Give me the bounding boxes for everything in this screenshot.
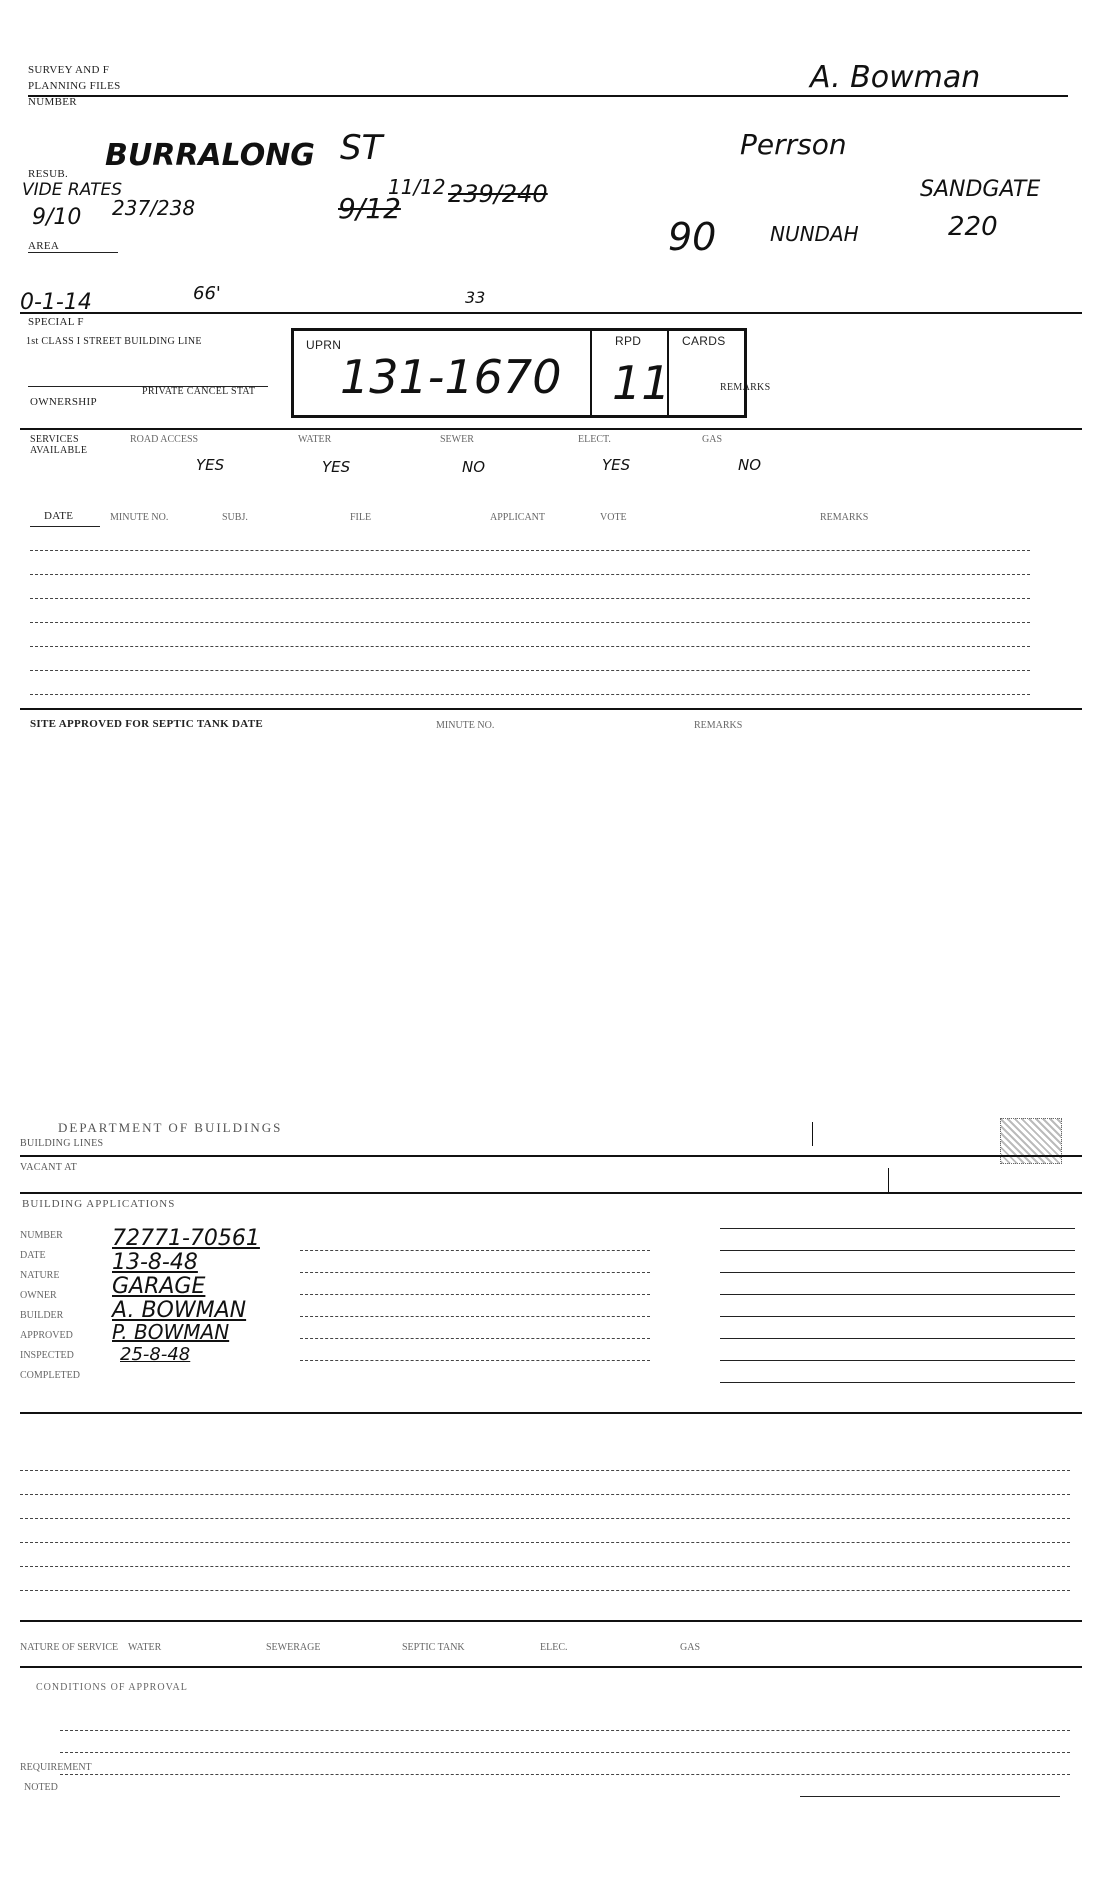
lots-crossed: 9/12 [338,192,401,225]
application-approved: 25-8-48 [120,1344,191,1365]
table-row-rule [30,550,1030,551]
uprn-label: UPRN [306,338,342,352]
street-type: ST [340,128,383,168]
services-value-elect: YES [602,456,631,474]
uprn-value: 131-1670 [340,350,562,404]
app-right-rule [720,1272,1075,1273]
header-rule [28,95,1068,97]
row-label-approved: APPROVED [20,1330,73,1341]
app-right-rule [720,1338,1075,1339]
services-header-gas: GAS [702,434,723,445]
rates-values: 237/238 [112,196,196,220]
table-row-rule [30,574,1030,575]
table-row-rule [30,622,1030,623]
lots-mid: 11/12 [388,175,446,199]
services-label: SERVICES AVAILABLE [30,434,88,456]
application-builder: P. BOWMAN [112,1320,230,1344]
app-col-rule [300,1338,650,1339]
services-header-elect: ELECT. [578,434,611,445]
number-label: NUMBER [28,96,77,108]
cards-label: CARDS [682,334,726,348]
lower-row-rule [60,1752,1070,1753]
date-label: DATE [44,510,74,522]
services-value-gas: NO [738,456,762,474]
requirement-label: REQUIREMENT [20,1762,92,1773]
mid-row-rule [20,1518,1070,1519]
rpd-value: 11 [612,356,671,410]
lower-header-rule [20,1155,1082,1157]
lower-row-rule [60,1774,1070,1775]
table-header-applicant: APPLICANT [490,512,546,523]
row-label-inspected: INSPECTED [20,1350,74,1361]
service-elec-label: ELEC. [540,1642,568,1653]
depth-value: 33 [465,288,486,307]
application-number: 72771-70561 [112,1226,260,1251]
mid-bottom-rule [20,1620,1082,1622]
lower-end-rule [800,1796,1060,1797]
vacant-label: VACANT AT [20,1162,78,1173]
vacant-rule [20,1192,1082,1194]
lower-row-rule [60,1730,1070,1731]
row-label-nature: NATURE [20,1270,60,1281]
mid-row-rule [20,1542,1070,1543]
lots-right: 239/240 [448,180,548,208]
service-nature-label: NATURE OF SERVICE [20,1642,119,1653]
resub-label: RESUB. [28,168,69,180]
table-bottom-rule [20,708,1082,710]
handwritten-owner-top: A. Bowman [810,60,981,95]
parish-name: Perrson [740,128,847,161]
services-value-water: YES [322,458,351,476]
application-date: 13-8-48 [112,1250,198,1275]
row-label-number: NUMBER [20,1230,63,1241]
lower-title: DEPARTMENT OF BUILDINGS [58,1120,283,1135]
area-bottom-rule [20,312,1082,314]
special-label: SPECIAL F [28,316,84,328]
app-col-rule [300,1272,650,1273]
app-col-rule [300,1316,650,1317]
service-gas-label: GAS [680,1642,701,1653]
service-water-label: WATER [128,1642,162,1653]
site-approved-label: SITE APPROVED FOR SEPTIC TANK DATE [30,718,263,730]
noted-label: NOTED [24,1782,58,1793]
town-name: SANDGATE [920,177,1041,202]
application-owner: A. BOWMAN [112,1298,247,1323]
services-value-road: YES [196,456,225,474]
remarks-small-label: REMARKS [720,382,771,393]
services-header-road: ROAD ACCESS [130,434,199,445]
services-top-rule [20,428,1082,430]
portion-number: 90 [668,215,717,259]
table-row-rule [30,670,1030,671]
area-value: 0-1-14 [20,290,92,315]
mid-row-rule [20,1494,1070,1495]
service-septic-label: SEPTIC TANK [402,1642,465,1653]
mid-row-rule [20,1590,1070,1591]
mid-row-rule [20,1470,1070,1471]
mid-row-rule [20,1566,1070,1567]
app-right-rule [720,1316,1075,1317]
tick-mark [812,1122,813,1146]
rpd-label: RPD [615,334,642,348]
area-rule [28,252,118,253]
app-right-rule [720,1228,1075,1229]
table-header-file: FILE [350,512,372,523]
street-name: BURRALONG [105,138,315,173]
uprn-divider [590,328,592,415]
app-col-rule [300,1294,650,1295]
table-header-remarks: REMARKS [820,512,869,523]
app-right-rule [720,1382,1075,1383]
county-name: NUNDAH [770,222,859,246]
minute-label: MINUTE NO. [436,720,495,731]
table-row-rule [30,694,1030,695]
section-number: 220 [948,212,998,242]
table-row-rule [30,646,1030,647]
ownership-label: OWNERSHIP [30,396,97,408]
app-right-rule [720,1250,1075,1251]
conditions-label: CONDITIONS OF APPROVAL [36,1682,188,1693]
row-label-completed: COMPLETED [20,1370,80,1381]
app-right-rule [720,1294,1075,1295]
application-nature: GARAGE [112,1274,206,1299]
area-label: AREA [28,240,60,252]
class-label: 1st CLASS I STREET BUILDING LINE [26,336,202,347]
survey-label: SURVEY AND F [28,64,110,76]
app-bottom-rule [20,1412,1082,1414]
table-header-minute: MINUTE NO. [110,512,169,523]
private-label: PRIVATE CANCEL STAT [142,386,256,397]
services-header-water: WATER [298,434,332,445]
service-sewerage-label: SEWERAGE [266,1642,321,1653]
table-header-vote: VOTE [600,512,627,523]
vide-rates-label: VIDE RATES [22,180,122,200]
remarks-label: REMARKS [694,720,743,731]
table-row-rule [30,526,100,527]
services-bottom-rule [20,1666,1082,1668]
app-right-rule [720,1360,1075,1361]
planning-label: PLANNING FILES [28,80,121,92]
row-label-builder: BUILDER [20,1310,64,1321]
app-col-rule [300,1360,650,1361]
lot-fraction: 9/10 [32,205,82,230]
frontage-value: 66' [193,283,221,304]
row-label-date: DATE [20,1250,46,1261]
lower-subtitle: BUILDING LINES [20,1138,104,1149]
stamp-mark [1000,1118,1062,1164]
app-col-rule [300,1250,650,1251]
services-value-sewer: NO [462,458,486,476]
table-row-rule [30,598,1030,599]
services-header-sewer: SEWER [440,434,474,445]
row-label-owner: OWNER [20,1290,57,1301]
applications-label: BUILDING APPLICATIONS [22,1198,176,1210]
tick-mark-2 [888,1168,889,1192]
table-header-subj: SUBJ. [222,512,248,523]
